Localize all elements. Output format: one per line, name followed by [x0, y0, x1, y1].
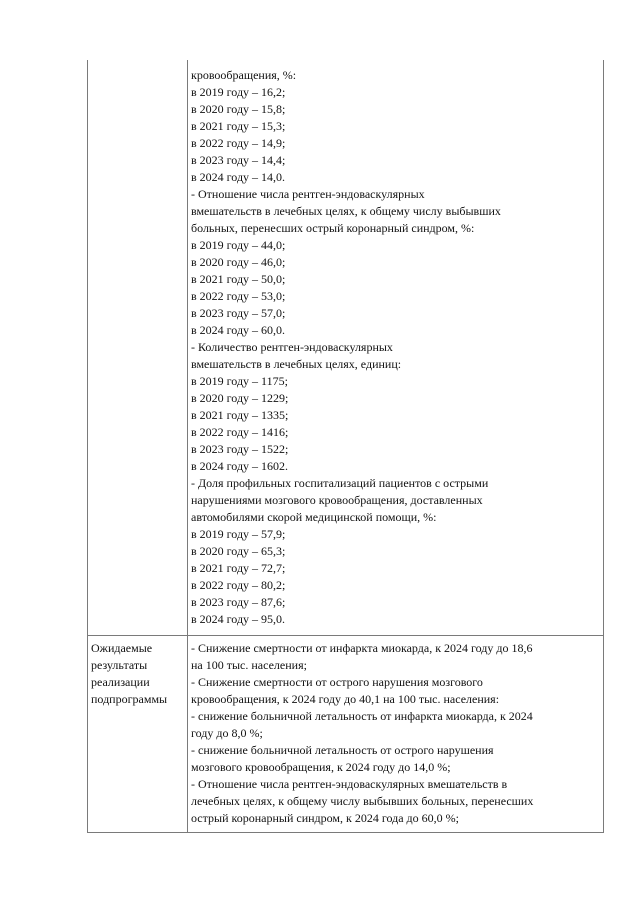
text-line: - Отношение числа рентген-эндоваскулярных: [191, 187, 425, 201]
text-line: в 2019 году – 57,9;: [191, 527, 286, 541]
text-line: - Доля профильных госпитализаций пациентов с острыми: [191, 476, 489, 490]
text-line: в 2021 году – 15,3;: [191, 119, 286, 133]
text-line: в 2022 году – 1416;: [191, 425, 289, 439]
label-line: реализации: [91, 675, 150, 689]
row-divider: [88, 635, 603, 636]
text-line: - Количество рентген-эндоваскулярных: [191, 340, 393, 354]
text-line: кровообращения, %:: [191, 68, 297, 82]
text-line: вмешательств в лечебных целях, единиц:: [191, 357, 402, 371]
text-line: автомобилями скорой медицинской помощи, %:: [191, 510, 437, 524]
text-line: - Снижение смертности от инфаркта миокарда, к 2024 году до 18,6: [191, 641, 533, 655]
text-line: в 2023 году – 57,0;: [191, 306, 286, 320]
text-line: - снижение больничной летальность от инфаркта миокарда, к 2024: [191, 709, 533, 723]
text-line: острый коронарный синдром, к 2024 года до 60,0 %;: [191, 811, 459, 825]
text-line: в 2021 году – 50,0;: [191, 272, 286, 286]
text-line: в 2024 году – 95,0.: [191, 612, 286, 626]
text-line: лечебных целях, к общему числу выбывших больных, перенесших: [191, 794, 534, 808]
text-line: на 100 тыс. населения;: [191, 658, 307, 672]
text-line: в 2020 году – 1229;: [191, 391, 289, 405]
text-line: в 2019 году – 16,2;: [191, 85, 286, 99]
text-line: кровообращения, к 2024 году до 40,1 на 100 тыс. населения:: [191, 692, 500, 706]
text-line: в 2020 году – 65,3;: [191, 544, 286, 558]
text-line: в 2020 году – 46,0;: [191, 255, 286, 269]
text-line: в 2020 году – 15,8;: [191, 102, 286, 116]
text-line: в 2024 году – 14,0.: [191, 170, 286, 184]
indicators-cell: [191, 67, 596, 628]
text-line: в 2023 году – 1522;: [191, 442, 289, 456]
text-line: в 2021 году – 1335;: [191, 408, 289, 422]
text-line: нарушениями мозгового кровообращения, доставленных: [191, 493, 483, 507]
text-line: в 2019 году – 44,0;: [191, 238, 286, 252]
text-line: в 2023 году – 14,4;: [191, 153, 286, 167]
expected-results-cell: [191, 640, 596, 827]
text-line: в 2023 году – 87,6;: [191, 595, 286, 609]
text-line: - снижение больничной летальность от острого нарушения: [191, 743, 494, 757]
text-line: больных, перенесших острый коронарный синдром, %:: [191, 221, 475, 235]
text-line: вмешательств в лечебных целях, к общему числу выбывших: [191, 204, 501, 218]
label-line: результаты: [91, 658, 148, 672]
text-line: - Снижение смертности от острого нарушения мозгового: [191, 675, 483, 689]
text-line: - Отношение числа рентген-эндоваскулярных вмешательств в: [191, 777, 508, 791]
text-line: году до 8,0 %;: [191, 726, 263, 740]
subprogram-table: [87, 60, 604, 833]
label-line: подпрограммы: [91, 692, 168, 706]
text-line: в 2022 году – 80,2;: [191, 578, 286, 592]
text-line: в 2024 году – 1602.: [191, 459, 289, 473]
text-line: в 2021 году – 72,7;: [191, 561, 286, 575]
text-line: в 2019 году – 1175;: [191, 374, 288, 388]
text-line: в 2022 году – 53,0;: [191, 289, 286, 303]
label-line: Ожидаемые: [91, 641, 153, 655]
expected-results-label-cell: [91, 640, 185, 708]
text-line: в 2024 году – 60,0.: [191, 323, 286, 337]
text-line: в 2022 году – 14,9;: [191, 136, 286, 150]
column-divider: [187, 60, 188, 832]
text-line: мозгового кровообращения, к 2024 году до 14,0 %;: [191, 760, 451, 774]
